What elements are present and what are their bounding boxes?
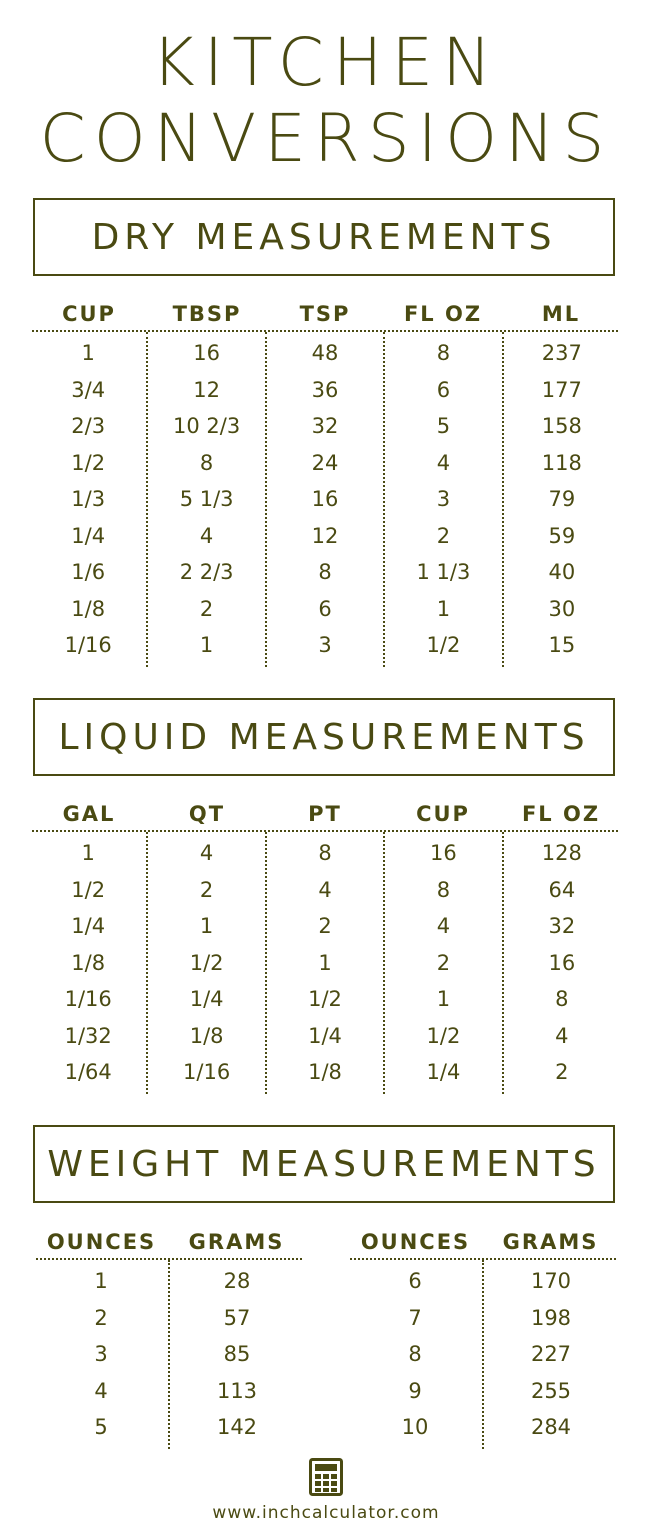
table-cell: 3	[436, 487, 451, 511]
table-cell: 2	[94, 1305, 108, 1330]
table-cell: 1	[436, 987, 451, 1011]
table-cell: 12	[193, 377, 220, 402]
table-cell: 6	[318, 596, 332, 621]
table-column	[146, 832, 264, 1094]
table-cell: 2	[199, 877, 214, 902]
table-cell: 128	[541, 841, 582, 865]
table-cell: 1	[199, 633, 214, 657]
table-cell: 118	[541, 450, 582, 475]
table-column	[34, 1260, 168, 1449]
table-cell: 16	[193, 341, 220, 365]
table-cell: 1/8	[189, 1023, 224, 1048]
page-title-line1: KITCHEN	[151, 24, 501, 101]
table-cell: 1/6	[71, 560, 106, 584]
table-column	[146, 332, 264, 667]
table-cell: 4	[555, 1023, 569, 1048]
table-cell: 2	[555, 1060, 569, 1084]
table-cell: 85	[223, 1342, 251, 1366]
table-cell: 7	[408, 1305, 422, 1330]
column-header: GRAMS	[502, 1230, 599, 1254]
table-cell: 30	[548, 596, 576, 621]
table-cell: 79	[548, 487, 576, 511]
table-cell: 2	[318, 914, 332, 938]
table-column	[348, 1260, 482, 1449]
liquid-header-row	[30, 798, 620, 830]
table-cell: 2	[436, 523, 451, 548]
weight-right-columns	[348, 1260, 618, 1449]
table-cell: 4	[436, 450, 451, 475]
table-cell: 1/4	[189, 987, 224, 1011]
table-cell: 59	[548, 523, 576, 548]
website-url[interactable]: www.inchcalculator.com	[212, 1503, 440, 1523]
table-cell: 24	[311, 450, 339, 475]
table-cell: 16	[430, 841, 457, 865]
table-cell: 8	[199, 450, 214, 475]
table-cell: 8	[318, 841, 332, 865]
table-cell: 6	[436, 377, 451, 402]
weight-measurements-heading: WEIGHT MEASUREMENTS	[33, 1125, 615, 1203]
table-cell: 9	[408, 1378, 422, 1403]
table-cell: 1/2	[308, 987, 342, 1011]
table-cell: 1/16	[64, 633, 112, 657]
table-cell: 113	[216, 1378, 258, 1403]
table-cell: 1/2	[189, 950, 224, 975]
weight-table-right	[348, 1226, 618, 1449]
table-cell: 5	[436, 414, 451, 438]
dry-columns	[30, 332, 620, 667]
table-cell: 8	[318, 560, 332, 584]
table-cell: 1/16	[64, 987, 112, 1011]
table-cell: 2	[199, 596, 214, 621]
table-cell: 64	[548, 877, 576, 902]
page-title-line2: CONVERSIONS	[39, 100, 613, 177]
table-column	[383, 832, 501, 1094]
table-cell: 3/4	[71, 377, 106, 402]
dry-measurements-heading: DRY MEASUREMENTS	[33, 198, 615, 276]
table-cell: 3	[318, 633, 332, 657]
table-cell: 48	[311, 341, 339, 365]
column-header: OUNCES	[360, 1230, 471, 1254]
column-header: CUP	[416, 802, 470, 826]
table-column	[168, 1260, 304, 1449]
table-cell: 1/64	[64, 1060, 112, 1084]
table-cell: 1/2	[71, 450, 106, 475]
table-cell: 3	[94, 1342, 108, 1366]
table-cell: 284	[530, 1415, 572, 1439]
table-cell: 1/2	[426, 633, 461, 657]
table-cell: 1/8	[308, 1060, 342, 1084]
table-cell: 1	[94, 1269, 108, 1293]
column-header: GRAMS	[188, 1230, 285, 1254]
table-cell: 1/4	[71, 523, 106, 548]
table-cell: 1 1/3	[416, 560, 471, 584]
table-cell: 8	[436, 341, 451, 365]
table-cell: 1/2	[426, 1023, 461, 1048]
table-cell: 227	[530, 1342, 572, 1366]
table-cell: 1/4	[426, 1060, 461, 1084]
table-cell: 4	[199, 841, 214, 865]
table-cell: 40	[548, 560, 576, 584]
table-cell: 2 2/3	[179, 560, 234, 584]
table-cell: 1/32	[64, 1023, 112, 1048]
table-cell: 1/3	[71, 487, 106, 511]
table-cell: 142	[216, 1415, 258, 1439]
table-cell: 1	[81, 841, 95, 865]
table-cell: 1/8	[71, 596, 106, 621]
table-cell: 32	[548, 914, 576, 938]
column-header: TBSP	[172, 302, 242, 326]
table-cell: 1	[199, 914, 214, 938]
table-cell: 16	[548, 950, 576, 975]
table-cell: 8	[555, 987, 569, 1011]
liquid-measurements-heading: LIQUID MEASUREMENTS	[33, 698, 615, 776]
table-cell: 1/4	[308, 1023, 342, 1048]
table-cell: 8	[436, 877, 451, 902]
table-cell: 1/2	[71, 877, 106, 902]
table-cell: 57	[223, 1305, 251, 1330]
table-cell: 2/3	[71, 414, 106, 438]
dry-measurements-table	[30, 298, 620, 667]
table-cell: 12	[311, 523, 339, 548]
table-column	[265, 832, 383, 1094]
table-cell: 158	[541, 414, 582, 438]
table-cell: 4	[318, 877, 332, 902]
column-header: TSP	[299, 302, 351, 326]
column-header: FL OZ	[403, 302, 483, 326]
table-cell: 15	[548, 633, 576, 657]
column-header: PT	[308, 802, 342, 826]
dry-header-row	[30, 298, 620, 330]
column-header: ML	[541, 302, 581, 326]
table-cell: 198	[530, 1305, 572, 1330]
table-cell: 1/8	[71, 950, 106, 975]
table-column	[383, 332, 501, 667]
table-cell: 1/16	[183, 1060, 231, 1084]
column-header: GAL	[62, 802, 116, 826]
table-cell: 16	[311, 487, 339, 511]
table-cell: 4	[436, 914, 451, 938]
table-cell: 8	[408, 1342, 422, 1366]
table-cell: 4	[199, 523, 214, 548]
table-cell: 4	[94, 1378, 108, 1403]
table-cell: 36	[311, 377, 339, 402]
table-cell: 237	[541, 341, 582, 365]
table-cell: 1	[436, 596, 451, 621]
table-cell: 32	[311, 414, 339, 438]
table-cell: 1	[318, 950, 332, 975]
weight-left-columns	[34, 1260, 304, 1449]
table-cell: 255	[530, 1378, 572, 1403]
table-cell: 177	[541, 377, 582, 402]
table-cell: 5	[94, 1415, 108, 1439]
weight-left-header-row	[34, 1226, 304, 1258]
table-cell: 2	[436, 950, 451, 975]
table-cell: 1	[81, 341, 95, 365]
weight-table-left	[34, 1226, 304, 1449]
liquid-measurements-table	[30, 798, 620, 1094]
table-column	[482, 1260, 618, 1449]
table-cell: 28	[223, 1269, 251, 1293]
column-header: FL OZ	[521, 802, 601, 826]
table-cell: 5 1/3	[179, 487, 234, 511]
weight-right-header-row	[348, 1226, 618, 1258]
column-header: CUP	[62, 302, 116, 326]
table-column	[30, 332, 146, 667]
table-column	[30, 832, 146, 1094]
table-cell: 1/4	[71, 914, 106, 938]
liquid-columns	[30, 832, 620, 1094]
table-column	[502, 332, 620, 667]
table-cell: 6	[408, 1269, 422, 1293]
table-cell: 10	[401, 1415, 429, 1439]
column-header: OUNCES	[46, 1230, 157, 1254]
calculator-icon	[309, 1458, 343, 1496]
table-column	[265, 332, 383, 667]
table-cell: 170	[530, 1269, 572, 1293]
table-cell: 10 2/3	[173, 414, 241, 438]
column-header: QT	[188, 802, 226, 826]
table-column	[502, 832, 620, 1094]
